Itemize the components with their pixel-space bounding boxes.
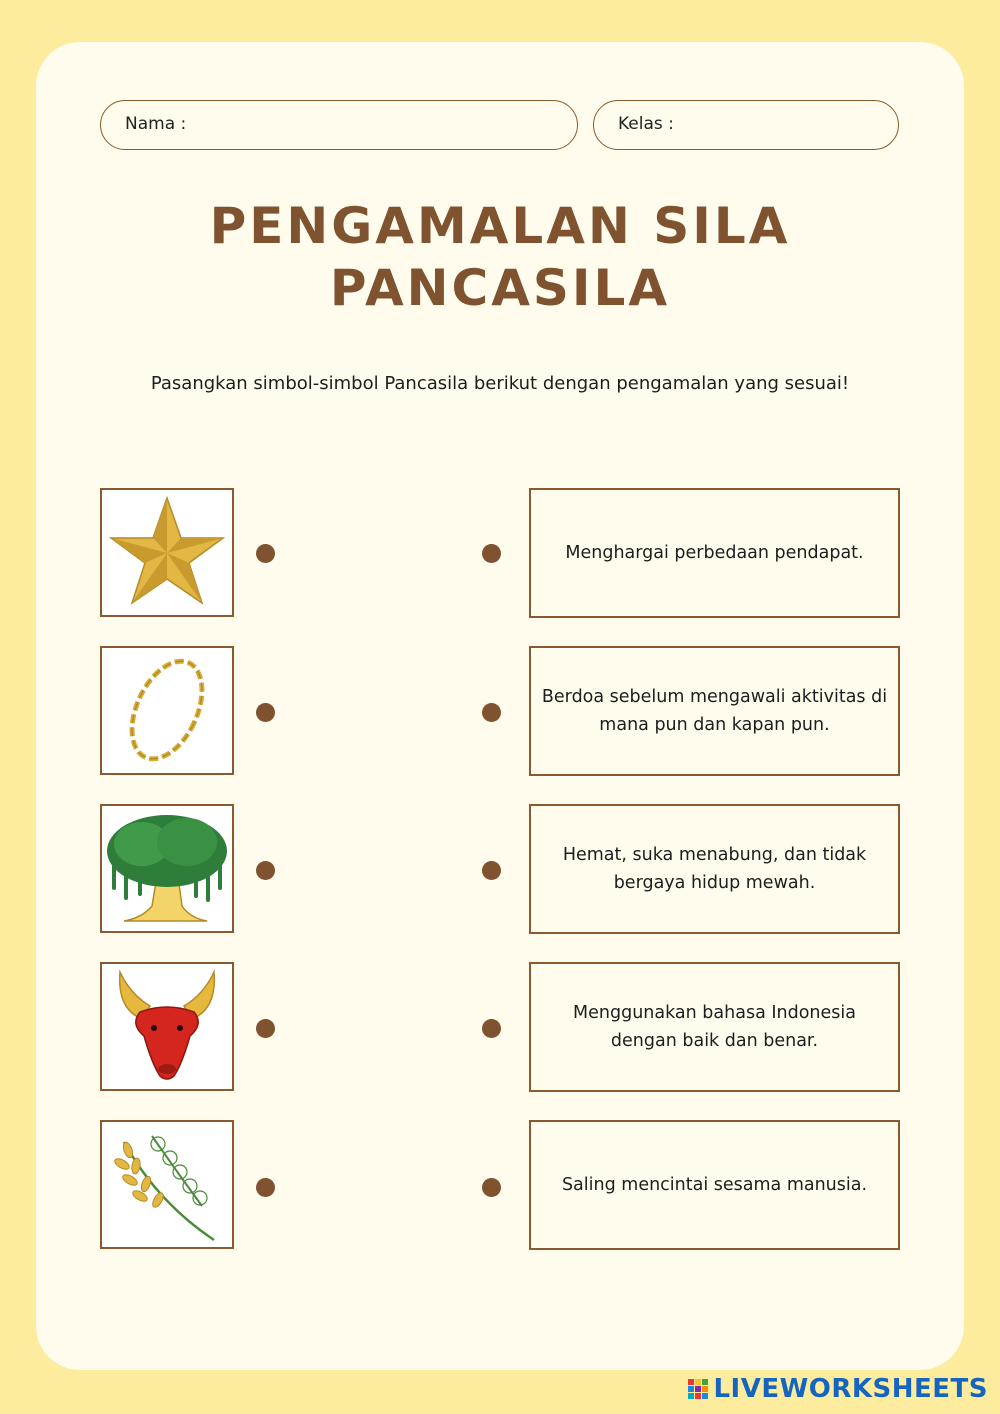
logo-text: LIVEWORKSHEETS [713, 1374, 988, 1404]
name-label: Nama : [125, 114, 187, 134]
match-dot-right-5[interactable] [482, 1178, 501, 1197]
match-dot-left-2[interactable] [256, 703, 275, 722]
match-dot-right-3[interactable] [482, 861, 501, 880]
match-dot-right-4[interactable] [482, 1019, 501, 1038]
rice-cotton-icon [102, 1122, 232, 1247]
answer-text-3: Hemat, suka menabung, dan tidak bergaya hidup mewah. [562, 845, 867, 893]
banyan-tree-icon [102, 806, 232, 931]
answer-box-4 [529, 962, 900, 1092]
symbol-box-4 [100, 962, 234, 1091]
title-line-2: PANCASILA [329, 259, 671, 317]
answer-box-3 [529, 804, 900, 934]
title-line-1: PENGAMALAN SILA [209, 197, 791, 255]
answer-text-4: Menggunakan bahasa Indonesia dengan baik dan benar. [573, 1003, 856, 1051]
answer-text-2: Berdoa sebelum mengawali aktivitas di mana pun dan kapan pun. [541, 687, 888, 735]
symbol-box-1 [100, 488, 234, 617]
answer-text-1: Menghargai perbedaan pendapat. [565, 543, 864, 563]
star-icon [102, 490, 232, 615]
liveworksheets-logo-icon [687, 1378, 709, 1400]
symbol-box-2 [100, 646, 234, 775]
answer-text-5: Saling mencintai sesama manusia. [561, 1175, 868, 1195]
liveworksheets-logo [687, 1372, 988, 1406]
match-dot-left-3[interactable] [256, 861, 275, 880]
symbol-box-3 [100, 804, 234, 933]
bull-head-icon [102, 964, 232, 1089]
name-field[interactable] [100, 100, 578, 150]
class-label: Kelas : [618, 114, 674, 134]
symbol-box-5 [100, 1120, 234, 1249]
match-dot-left-5[interactable] [256, 1178, 275, 1197]
answer-box-5 [529, 1120, 900, 1250]
match-dot-right-1[interactable] [482, 544, 501, 563]
answer-box-2 [529, 646, 900, 776]
match-dot-left-1[interactable] [256, 544, 275, 563]
page-title [0, 195, 1000, 319]
match-dot-left-4[interactable] [256, 1019, 275, 1038]
match-dot-right-2[interactable] [482, 703, 501, 722]
class-field[interactable] [593, 100, 899, 150]
answer-box-1 [529, 488, 900, 618]
instruction-text: Pasangkan simbol-simbol Pancasila berikut dengan pengamalan yang sesuai! [150, 373, 850, 394]
chain-icon [102, 648, 232, 773]
